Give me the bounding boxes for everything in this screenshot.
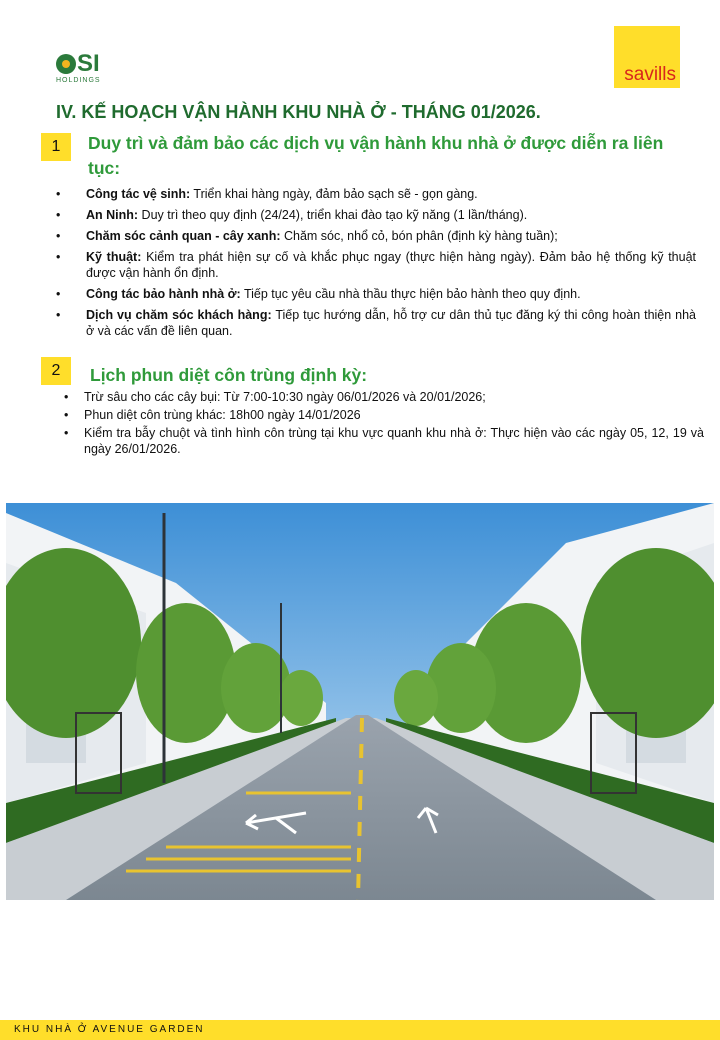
list-item: • Công tác vệ sinh: Triển khai hàng ngày, đảm bảo sạch sẽ - gọn gàng. [56, 186, 696, 202]
street-photo-illustration [6, 503, 714, 900]
footer-text: KHU NHÀ Ở AVENUE GARDEN [14, 1024, 205, 1035]
list-item: • Trừ sâu cho các cây bụi: Từ 7:00-10:30 ngày 06/01/2026 và 20/01/2026; [64, 389, 704, 405]
list-item: • Phun diệt côn trùng khác: 18h00 ngày 14/01/2026 [64, 407, 704, 423]
savills-logo [614, 26, 680, 88]
list-item: • Kiểm tra bẫy chuột và tình hình côn trùng tại khu vực quanh khu nhà ở: Thực hiện vào các ngày 05, 12, 19 và ngày 26/01/2026. [64, 425, 704, 457]
list-item: • An Ninh: Duy trì theo quy định (24/24), triển khai đào tạo kỹ năng (1 lần/tháng). [56, 207, 696, 223]
list-item: • Kỹ thuật: Kiểm tra phát hiện sự cố và khắc phục ngay (thực hiện hàng ngày). Đảm bảo hệ thống kỹ thuật được vận hành ổn định. [56, 249, 696, 281]
section-1-list [56, 186, 696, 344]
section-1-number: 1 [41, 133, 71, 161]
osi-o-icon [56, 54, 76, 74]
list-item: • Dịch vụ chăm sóc khách hàng: Tiếp tục hướng dẫn, hỗ trợ cư dân thủ tục đăng ký thi công hoàn thiện nhà ở và các vấn đề liên quan. [56, 307, 696, 339]
page-title: IV. KẾ HOẠCH VẬN HÀNH KHU NHÀ Ở - THÁNG 01/2026. [56, 102, 541, 122]
savills-logo-text: savills [624, 64, 676, 85]
section-2-list [64, 389, 704, 459]
section-1-heading: Duy trì và đảm bảo các dịch vụ vận hành khu nhà ở được diễn ra liên tục: [88, 133, 664, 178]
osi-logo-text: SI [77, 50, 100, 77]
footer-bar [0, 1020, 720, 1040]
list-item: • Công tác bảo hành nhà ở: Tiếp tục yêu cầu nhà thầu thực hiện bảo hành theo quy định. [56, 286, 696, 302]
osi-holdings-logo [56, 52, 126, 92]
section-2-number: 2 [41, 357, 71, 385]
osi-logo-subtext: HOLDINGS [56, 77, 101, 84]
list-item: • Chăm sóc cảnh quan - cây xanh: Chăm sóc, nhổ cỏ, bón phân (định kỳ hàng tuần); [56, 228, 696, 244]
section-2-heading: Lịch phun diệt côn trùng định kỳ: [90, 365, 368, 385]
street-photo [6, 503, 714, 900]
osi-logo-mark [56, 52, 126, 76]
